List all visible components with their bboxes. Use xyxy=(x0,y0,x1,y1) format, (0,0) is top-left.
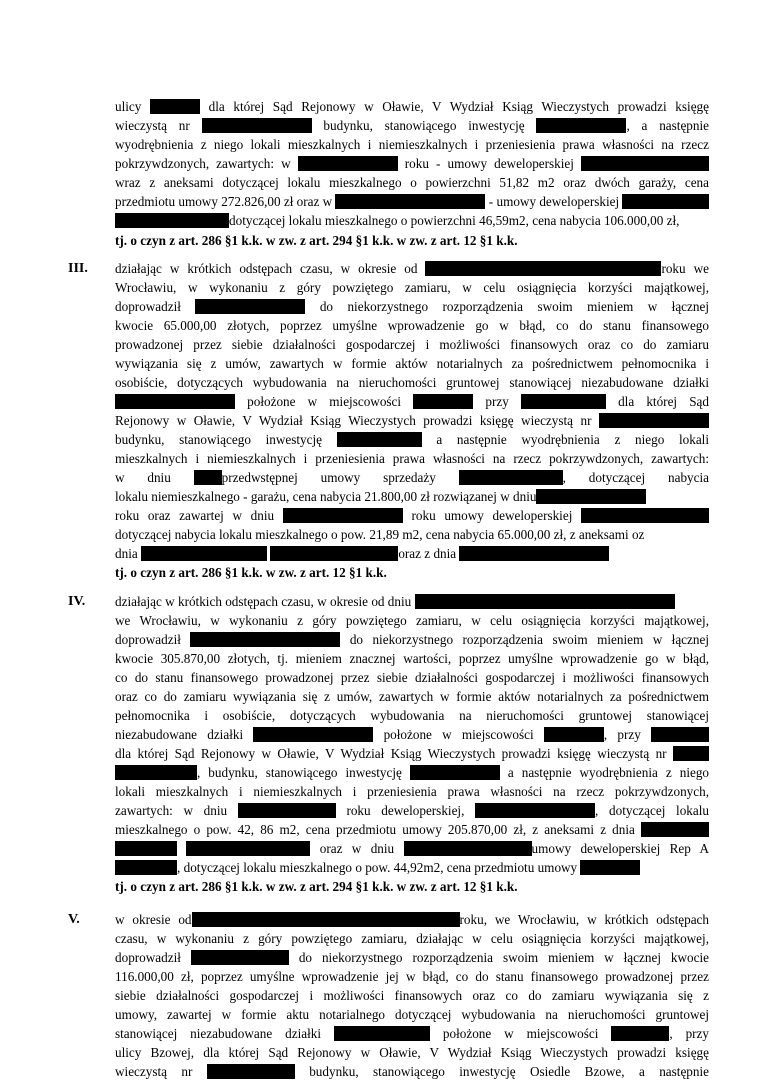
text-line: kwocie 305.870,00 złotych, tj. mieniem znacznej wartości, poprzez umyślne wprowadzenie go w błąd, xyxy=(115,651,709,666)
redaction-box xyxy=(150,99,200,114)
text-line: wieczystą nr budynku, stanowiącego inwestycję Osiedle Bzowe, a następnie xyxy=(115,1064,709,1079)
redaction-box xyxy=(238,803,336,818)
redaction-box xyxy=(581,508,709,523)
text-line: 116.000,00 zł, poprzez umyślne wprowadzenie jej w błąd, co do stanu finansowego prowadzonej przez xyxy=(115,969,709,984)
text-line: , dotyczącej lokalu mieszkalnego o pow. 44,92m2, cena przedmiotu umowy xyxy=(115,859,709,877)
text-line: doprowadził do niekorzystnego rozporządzenia swoim mieniem w łącznej kwocie xyxy=(115,950,709,965)
text-line: osobiście, dotyczących wybudowania na nieruchomości gruntowej stanowiącej niezabudowane działki xyxy=(115,375,709,390)
legal-basis: tj. o czyn z art. 286 §1 k.k. w zw. z art. 12 §1 k.k. xyxy=(115,565,387,580)
text-line: doprowadził do niekorzystnego rozporządzenia swoim mieniem w łącznej xyxy=(115,299,709,314)
redaction-box xyxy=(283,508,403,523)
text-line: działając w krótkich odstępach czasu, w okresie od dniu xyxy=(115,593,709,611)
text-line: wieczystą nr budynku, stanowiącego inwestycję , a następnie xyxy=(115,118,709,133)
text-line: czasu, w wykonaniu z góry powziętego zamiaru, działając w celu osiągnięcia korzyści majątkowej, xyxy=(115,931,709,946)
redaction-box xyxy=(404,841,532,856)
legal-basis: tj. o czyn z art. 286 §1 k.k. w zw. z art. 294 §1 k.k. w zw. z art. 12 §1 k.k. xyxy=(115,879,518,894)
redaction-box xyxy=(253,727,373,742)
redaction-box xyxy=(413,394,473,409)
redaction-box xyxy=(270,546,398,561)
text-line: dla której Sąd Rejonowy w Oławie, V Wydział Ksiąg Wieczystych prowadzi księgę wieczystą nr xyxy=(115,745,709,763)
text-line: lokali mieszkalnych i niemieszkalnych i przeniesienia prawa własności na rzecz pokrzywdzonych, xyxy=(115,784,709,799)
redaction-box xyxy=(202,118,312,133)
text-line: Wrocławiu, w wykonaniu z góry powziętego zamiaru, w celu osiągnięcia korzyści majątkowej, xyxy=(115,280,709,295)
redaction-box xyxy=(115,765,197,780)
section-number: V. xyxy=(68,912,80,927)
text-line: oraz w dniu umowy deweloperskiej Rep A xyxy=(115,840,709,858)
text-line: lokalu niemieszkalnego - garażu, cena nabycia 21.800,00 zł rozwiązanej w dniu xyxy=(115,488,709,506)
redaction-box xyxy=(186,841,310,856)
redaction-box xyxy=(191,950,289,965)
redaction-box xyxy=(651,727,709,742)
redaction-box xyxy=(115,394,235,409)
text-line: dotyczącej nabycia lokalu mieszkalnego o pow. 21,89 m2, cena nabycia 65.000,00 zł, z aneksami oz xyxy=(115,527,645,542)
redaction-box xyxy=(580,860,640,875)
text-line: budynku, stanowiącego inwestycję a następnie wyodrębnienia z niego lokali xyxy=(115,432,709,447)
text-line: umowy, zawartej w formie aktu notarialnego dotyczącej wybudowania na nieruchomości gruntowej xyxy=(115,1007,709,1022)
redaction-box xyxy=(207,1064,295,1079)
redaction-box xyxy=(410,765,500,780)
text-line: ulicy Bzowej, dla której Sąd Rejonowy w Oławie, V Wydział Ksiąg Wieczystych prowadzi księgę xyxy=(115,1045,709,1060)
text-line: zawartych: w dniu roku deweloperskiej, , dotyczącej lokalu xyxy=(115,803,709,818)
text-line: wyodrębnienia z niego lokali mieszkalnych i niemieszkalnych i przeniesienia prawa własności na rzecz xyxy=(115,137,709,152)
text-line: w okresie od roku, we Wrocławiu, w krótkich odstępach xyxy=(115,912,709,927)
redaction-box xyxy=(141,546,267,561)
text-line: oraz co do zamiaru wywiązania się z umów, zawartych w formie aktów notarialnych za pośrednictwem xyxy=(115,689,709,704)
redaction-box xyxy=(536,489,646,504)
redaction-box xyxy=(521,394,606,409)
redaction-box xyxy=(475,803,595,818)
redaction-box xyxy=(192,912,460,927)
text-line: pokrzywdzonych, zawartych: w roku - umowy deweloperskiej xyxy=(115,155,709,173)
text-line: niezabudowane działki położone w miejscowości , przy xyxy=(115,726,709,744)
redaction-box xyxy=(581,156,709,171)
text-line: siebie działalności gospodarczej i możliwości finansowych oraz co do zamiaru wywiązania się z xyxy=(115,988,709,1003)
redaction-box xyxy=(115,841,177,856)
text-line: roku oraz zawartej w dniu roku umowy deweloperskiej xyxy=(115,507,709,525)
text-line: mieszkalnych i niemieszkalnych i przeniesienia prawa własności na rzecz pokrzywdzonych, zawartych: xyxy=(115,451,709,466)
text-line: kwocie 65.000,00 złotych, poprzez umyślne wprowadzenie go w błąd, co do stanu finansowego xyxy=(115,318,709,333)
text-line: co do stanu finansowego prowadzonej przez siebie działalności gospodarczej i możliwości finansowych xyxy=(115,670,709,685)
redaction-box xyxy=(544,727,604,742)
redaction-box xyxy=(641,822,709,837)
text-line: dnia oraz z dnia xyxy=(115,545,709,563)
text-line: mieszkalnego o pow. 42, 86 m2, cena przedmiotu umowy 205.870,00 zł, z aneksami z dnia xyxy=(115,821,709,839)
redaction-box xyxy=(622,194,709,209)
text-line: wywiązania się z umów, zawartych w formie aktów notarialnych za pośrednictwem pełnomocnika i xyxy=(115,356,709,371)
text-line: doprowadził do niekorzystnego rozporządzenia swoim mieniem w łącznej xyxy=(115,632,709,647)
redaction-box xyxy=(459,546,609,561)
text-line: przedmiotu umowy 272.826,00 zł oraz w - umowy deweloperskiej xyxy=(115,193,709,211)
redaction-box xyxy=(115,860,177,875)
text-line: , budynku, stanowiącego inwestycję a następnie wyodrębnienia z niego xyxy=(115,764,709,782)
text-line: Rejonowy w Oławie, V Wydział Ksiąg Wieczystych prowadzi księgę wieczystą nr xyxy=(115,412,709,430)
text-line: położone w miejscowości przy dla której Sąd xyxy=(115,393,709,411)
redaction-box xyxy=(337,432,422,447)
text-line: wraz z aneksami dotyczącej lokalu mieszkalnego o powierzchni 51,82 m2 oraz dwóch garaży, cena xyxy=(115,175,709,190)
redaction-box xyxy=(415,594,675,609)
redaction-box xyxy=(611,1026,669,1041)
redaction-box xyxy=(335,194,485,209)
redaction-box xyxy=(190,632,340,647)
redaction-box xyxy=(599,413,709,428)
redaction-box xyxy=(194,470,222,485)
text-line: we Wrocławiu, w wykonaniu z góry powziętego zamiaru, w celu osiągnięcia korzyści majątkowej, xyxy=(115,613,709,628)
text-line: ulicy dla której Sąd Rejonowy w Oławie, V Wydział Ksiąg Wieczystych prowadzi księgę xyxy=(115,99,709,114)
redaction-box xyxy=(673,746,709,761)
section-number: III. xyxy=(68,261,88,276)
redaction-box xyxy=(459,470,563,485)
redaction-box xyxy=(115,213,229,228)
redaction-box xyxy=(425,261,661,276)
text-line: dotyczącej lokalu mieszkalnego o powierzchni 46,59m2, cena nabycia 106.000,00 zł, xyxy=(115,212,709,230)
text-line: działając w krótkich odstępach czasu, w okresie od roku we xyxy=(115,261,709,276)
legal-basis: tj. o czyn z art. 286 §1 k.k. w zw. z art. 294 §1 k.k. w zw. z art. 12 §1 k.k. xyxy=(115,233,518,248)
text-line: pełnomocnika i osobiście, dotyczących wybudowania na nieruchomości gruntowej stanowiącej xyxy=(115,708,709,723)
text-line: w dniu przedwstępnej umowy sprzedaży , dotyczącej nabycia xyxy=(115,470,709,485)
redaction-box xyxy=(195,299,305,314)
text-line: prowadzonej przez siebie działalności gospodarczej i możliwości finansowych oraz co do zamiaru xyxy=(115,337,709,352)
redaction-box xyxy=(536,118,626,133)
text-line: stanowiącej niezabudowane działki położone w miejscowości , przy xyxy=(115,1026,709,1041)
redaction-box xyxy=(334,1026,430,1041)
section-number: IV. xyxy=(68,594,86,609)
redaction-box xyxy=(298,156,398,171)
